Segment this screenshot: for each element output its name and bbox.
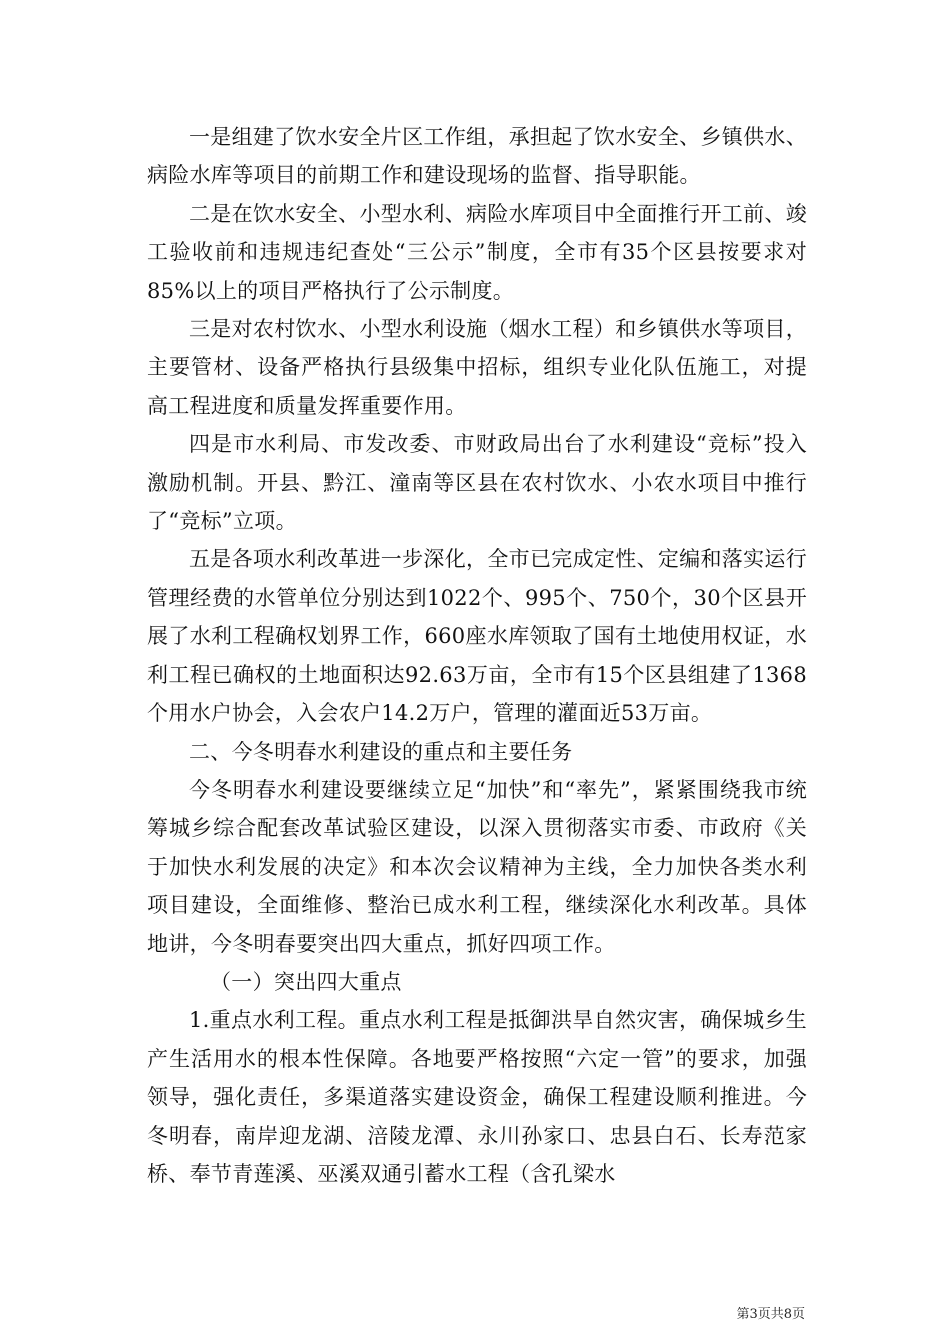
section-intro-paragraph: 今冬明春水利建设要继续立足“加快”和“率先”，紧紧围绕我市统筹城乡综合配套改革试验区建设，以深入贯彻落实市委、市政府《关于加快水利发展的决定》和本次会议精神为主线，全力加快各类水利项目建设，全面维修、整治已成水利工程，继续深化水利改革。具体地讲，今冬明春要突出四大重点，抓好四项工作。	[147, 777, 807, 956]
subsection-heading-one: （一）突出四大重点	[210, 969, 402, 994]
paragraph-item-three: 三是对农村饮水、小型水利设施（烟水工程）和乡镇供水等项目，主要管材、设备严格执行县级集中招标，组织专业化队伍施工，对提高工程进度和质量发挥重要作用。	[147, 317, 807, 418]
document-body	[147, 118, 807, 1193]
key-project-paragraph: 1.重点水利工程。重点水利工程是抵御洪旱自然灾害，确保城乡生产生活用水的根本性保障。各地要严格按照“六定一管”的要求，加强领导，强化责任，多渠道落实建设资金，确保工程建设顺利推进。今冬明春，南岸迎龙湖、涪陵龙潭、永川孙家口、忠县白石、长寿范家桥、奉节青莲溪、巫溪双通引蓄水工程（含孔梁水	[147, 1008, 807, 1186]
paragraph-item-one: 一是组建了饮水安全片区工作组，承担起了饮水安全、乡镇供水、病险水库等项目的前期工作和建设现场的监督、指导职能。	[147, 125, 807, 188]
paragraph-item-four: 四是市水利局、市发改委、市财政局出台了水利建设“竞标”投入激励机制。开县、黔江、潼南等区县在农村饮水、小农水项目中推行了“竞标”立项。	[147, 432, 807, 534]
paragraph-item-two: 二是在饮水安全、小型水利、病险水库项目中全面推行开工前、竣工验收前和违规违纪查处“三公示”制度，全市有35个区县按要求对85%以上的项目严格执行了公示制度。	[147, 201, 807, 303]
section-heading-two: 二、今冬明春水利建设的重点和主要任务	[189, 739, 573, 764]
paragraph-item-five: 五是各项水利改革进一步深化，全市已完成定性、定编和落实运行管理经费的水管单位分别达到1022个、995个、750个，30个区县开展了水利工程确权划界工作，660座水库领取了国有土地使用权证，水利工程已确权的土地面积达92.63万亩，全市有15个区县组建了1368个用水户协会，入会农户14.2万户，管理的灌面近53万亩。	[147, 547, 807, 726]
page-number-footer: 第3页共8页	[736, 1307, 805, 1322]
